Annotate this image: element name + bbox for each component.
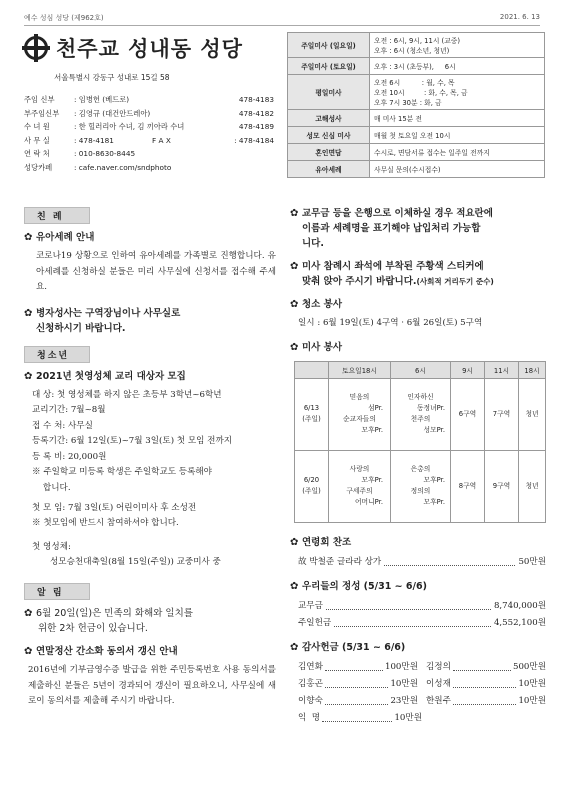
schedule-value: 오전 6시 : 월, 수, 목 오전 10시 : 화, 수, 목, 금 오후 7시 30분 : 화, 금 xyxy=(370,75,545,110)
service-row xyxy=(295,378,546,450)
staff-value: : 010-8630-8445 xyxy=(74,149,136,158)
sick-heading: ✿ 병자성사는 구역장님이나 사무실로 신청하시기 바랍니다. xyxy=(24,307,181,334)
schedule-row xyxy=(288,144,545,161)
staff-label: 부주임신부 xyxy=(24,108,60,118)
schedule-row xyxy=(288,75,545,110)
service-six: 인자하신 동정녀Pr. 천주의 성모Pr. xyxy=(391,378,451,450)
thanks-row xyxy=(298,710,546,727)
sticker-notice: ✿ 미사 참례시 좌석에 부착된 주황색 스티커에 맞춰 앉아 주시기 바랍니다.(사회적 거리두기 준수) xyxy=(290,261,494,287)
section-header-notice: 친 례 xyxy=(24,207,90,224)
thanks-row xyxy=(298,693,546,710)
service-date: 6/20 (주일) xyxy=(295,450,329,522)
schedule-key: 유아세례 xyxy=(288,161,370,178)
service-header-cell: 11시 xyxy=(485,361,519,378)
tax-text: 2016년에 기부금영수증 발급을 위한 주민등록번호 사용 동의서를 제출하신 분들은 5년이 경과되어 갱신이 필요하오니, 사무실에 새로이 동의서를 제출해 주시기 바랍니다. xyxy=(28,665,276,707)
staff-row xyxy=(24,93,274,107)
funeral-heading: ✿ 연령회 찬조 xyxy=(290,536,352,548)
section-header-news: 알 림 xyxy=(24,583,90,600)
cleaning-heading: ✿ 청소 봉사 xyxy=(290,299,343,310)
staff-value: : 김영규 (대건안드레아) xyxy=(74,108,151,118)
service-sat: 사랑의 모후Pr. 구세주의 어머니Pr. xyxy=(329,450,391,522)
right-column xyxy=(290,200,546,727)
thanks-entry: 익 명 10만원 xyxy=(298,710,422,727)
bulletin-topline xyxy=(24,10,540,26)
schedule-value: 사무실 문의(수시접수) xyxy=(370,161,545,178)
schedule-key: 주일미사 (일요일) xyxy=(288,33,370,58)
flower-bullet-icon: ✿ xyxy=(290,261,299,272)
staff-value: : 478-4181 xyxy=(74,135,114,145)
staff-list xyxy=(24,93,274,174)
schedule-key: 혼인면담 xyxy=(288,144,370,161)
staff-label: 연 락 처 xyxy=(24,149,50,158)
schedule-row xyxy=(288,33,545,58)
service-header-cell: 9시 xyxy=(451,361,485,378)
offering-row: 주일헌금 4,552,100원 xyxy=(290,615,546,632)
service-eighteen: 청년 xyxy=(519,450,546,522)
flower-bullet-icon: ✿ xyxy=(290,299,299,310)
thanks-entry: 한원주 10만원 xyxy=(426,693,546,710)
thanks-entry: 김연화 100만원 xyxy=(298,659,418,676)
service-row xyxy=(295,450,546,522)
flower-bullet-icon: ✿ xyxy=(24,232,33,243)
church-header xyxy=(24,30,274,174)
cross-logo-icon xyxy=(24,36,48,60)
cafe-link[interactable]: : cafe.naver.com/sndphoto xyxy=(74,162,172,172)
offering-notice: ✿ 6월 20일(일)은 민족의 화해와 일치를 위한 2차 헌금이 있습니다. xyxy=(24,608,193,635)
staff-phone: 478-4189 xyxy=(238,122,274,131)
flower-bullet-icon: ✿ xyxy=(290,641,299,653)
service-heading: ✿ 미사 봉사 xyxy=(290,341,343,353)
service-sat: 믿음의 섬Pr. 순교자들의 모후Pr. xyxy=(329,378,391,450)
tax-heading: ✿ 연말정산 간소화 동의서 갱신 안내 xyxy=(24,646,178,658)
staff-row xyxy=(24,120,274,134)
service-header-cell: 토요일18시 xyxy=(329,361,391,378)
service-date: 6/13 (주일) xyxy=(295,378,329,450)
left-column xyxy=(24,203,276,710)
service-six: 은총의 모후Pr. 정의의 모후Pr. xyxy=(391,450,451,522)
schedule-key: 주일미사 (토요일) xyxy=(288,58,370,75)
service-header-cell: 6시 xyxy=(391,361,451,378)
flower-bullet-icon: ✿ xyxy=(290,341,299,353)
schedule-row xyxy=(288,161,545,178)
staff-row xyxy=(24,147,274,161)
staff-row xyxy=(24,161,274,175)
flower-bullet-icon: ✿ xyxy=(24,608,33,620)
bulletin-date: 2021. 6. 13 xyxy=(499,13,540,21)
thanks-row xyxy=(298,676,546,693)
staff-phone: 478-4183 xyxy=(238,95,274,104)
mass-service-table xyxy=(294,361,546,523)
staff-label: 성당카페 xyxy=(24,162,53,172)
communion-heading: ✿ 2021년 첫영성체 교리 대상자 모집 xyxy=(24,370,186,382)
baptism-text: 코로나19 상황으로 인하여 유아세례를 가족별로 진행합니다. 유아세례를 신청하실 분들은 미리 사무실에 신청서를 접수해 주세요. xyxy=(36,251,276,292)
staff-value: : 임병헌 (베드로) xyxy=(74,95,130,104)
bulletin-issue: 예수 성심 성당 (제962호) xyxy=(24,14,104,22)
flower-bullet-icon: ✿ xyxy=(24,646,33,658)
service-header-row xyxy=(295,361,546,378)
baptism-heading: ✿ 유아세례 안내 xyxy=(24,232,95,243)
schedule-row xyxy=(288,127,545,144)
schedule-key: 고해성사 xyxy=(288,110,370,127)
church-name: 천주교 성내동 성당 xyxy=(56,36,243,61)
communion-details: 대 상: 첫 영성체를 하지 않은 초등부 3학년~6학년 교리기간: 7월~8월 접 수 처: 사무실 등록기간: 6월 12일(토)~7월 3일(토) 첫 모임 전까지 등 록 비: 20,000원 ※ 주일학교 미등록 학생은 주일학교도 등록해야 합니다. 첫 모 임: 7월 3일(토) 어린이미사 후 소성전 ※ 첫모임에 반드시 참여하셔야 합니다. 첫 영성체: 성모승천대축일(8월 15일(주일)) 교중미사 중 xyxy=(32,389,233,568)
section-header-youth: 청소년 xyxy=(24,346,90,363)
bank-notice: ✿ 교무금 등을 은행으로 이체하실 경우 적요란에 이름과 세례명을 표기해야 납입처리 가능합 니다. xyxy=(290,208,493,249)
thanks-row xyxy=(298,659,546,676)
schedule-value: 매월 첫 토요일 오전 10시 xyxy=(370,127,545,144)
staff-label: 수 녀 원 xyxy=(24,122,50,131)
fax-label: F A X xyxy=(152,135,171,145)
offering-heading: ✿ 우리들의 정성 (5/31 ~ 6/6) xyxy=(290,580,427,592)
schedule-value: 수시로, 면담서류 접수는 일주일 전까지 xyxy=(370,144,545,161)
staff-row xyxy=(24,134,274,148)
funeral-row: 故 박철준 글라라 상가 50만원 xyxy=(290,554,546,571)
service-eighteen: 청년 xyxy=(519,378,546,450)
thanks-entry: 김홍곤 10만원 xyxy=(298,676,418,693)
schedule-key: 성모 신심 미사 xyxy=(288,127,370,144)
schedule-key: 평일미사 xyxy=(288,75,370,110)
staff-label: 사 무 실 xyxy=(24,135,50,145)
mass-schedule-table xyxy=(287,32,545,178)
thanks-heading: ✿ 감사헌금 (5/31 ~ 6/6) xyxy=(290,641,406,653)
flower-bullet-icon: ✿ xyxy=(290,208,299,219)
thanks-list xyxy=(290,659,546,727)
schedule-value: 오후 : 3시 (초등부), 6시 xyxy=(370,58,545,75)
service-header-cell: 18시 xyxy=(519,361,546,378)
offering-row: 교무금 8,740,000원 xyxy=(290,598,546,615)
service-header-cell xyxy=(295,361,329,378)
schedule-value: 오전 : 6시, 9시, 11시 (교중) 오후 : 6시 (청소년, 청년) xyxy=(370,33,545,58)
staff-label: 주임 신부 xyxy=(24,95,55,104)
staff-value: : 한 힐러리아 수녀, 김 끼아라 수녀 xyxy=(74,122,185,131)
service-eleven: 7구역 xyxy=(485,378,519,450)
thanks-entry: 이향숙 23만원 xyxy=(298,693,418,710)
schedule-row xyxy=(288,58,545,75)
flower-bullet-icon: ✿ xyxy=(24,370,33,382)
flower-bullet-icon: ✿ xyxy=(290,536,299,548)
staff-row xyxy=(24,107,274,121)
staff-phone: 478-4182 xyxy=(238,108,274,118)
service-nine: 6구역 xyxy=(451,378,485,450)
schedule-row xyxy=(288,110,545,127)
thanks-entry: 김정의 500만원 xyxy=(426,659,546,676)
cleaning-text: 일시 : 6월 19일(토) 4구역 · 6월 26일(토) 5구역 xyxy=(298,318,483,328)
staff-phone: : 478-4184 xyxy=(234,135,274,145)
church-address: 서울특별시 강동구 성내로 15길 58 xyxy=(54,73,170,82)
thanks-entry: 이성재 10만원 xyxy=(426,676,546,693)
flower-bullet-icon: ✿ xyxy=(24,307,33,319)
schedule-value: 매 미사 15분 전 xyxy=(370,110,545,127)
flower-bullet-icon: ✿ xyxy=(290,580,299,592)
service-nine: 8구역 xyxy=(451,450,485,522)
service-eleven: 9구역 xyxy=(485,450,519,522)
